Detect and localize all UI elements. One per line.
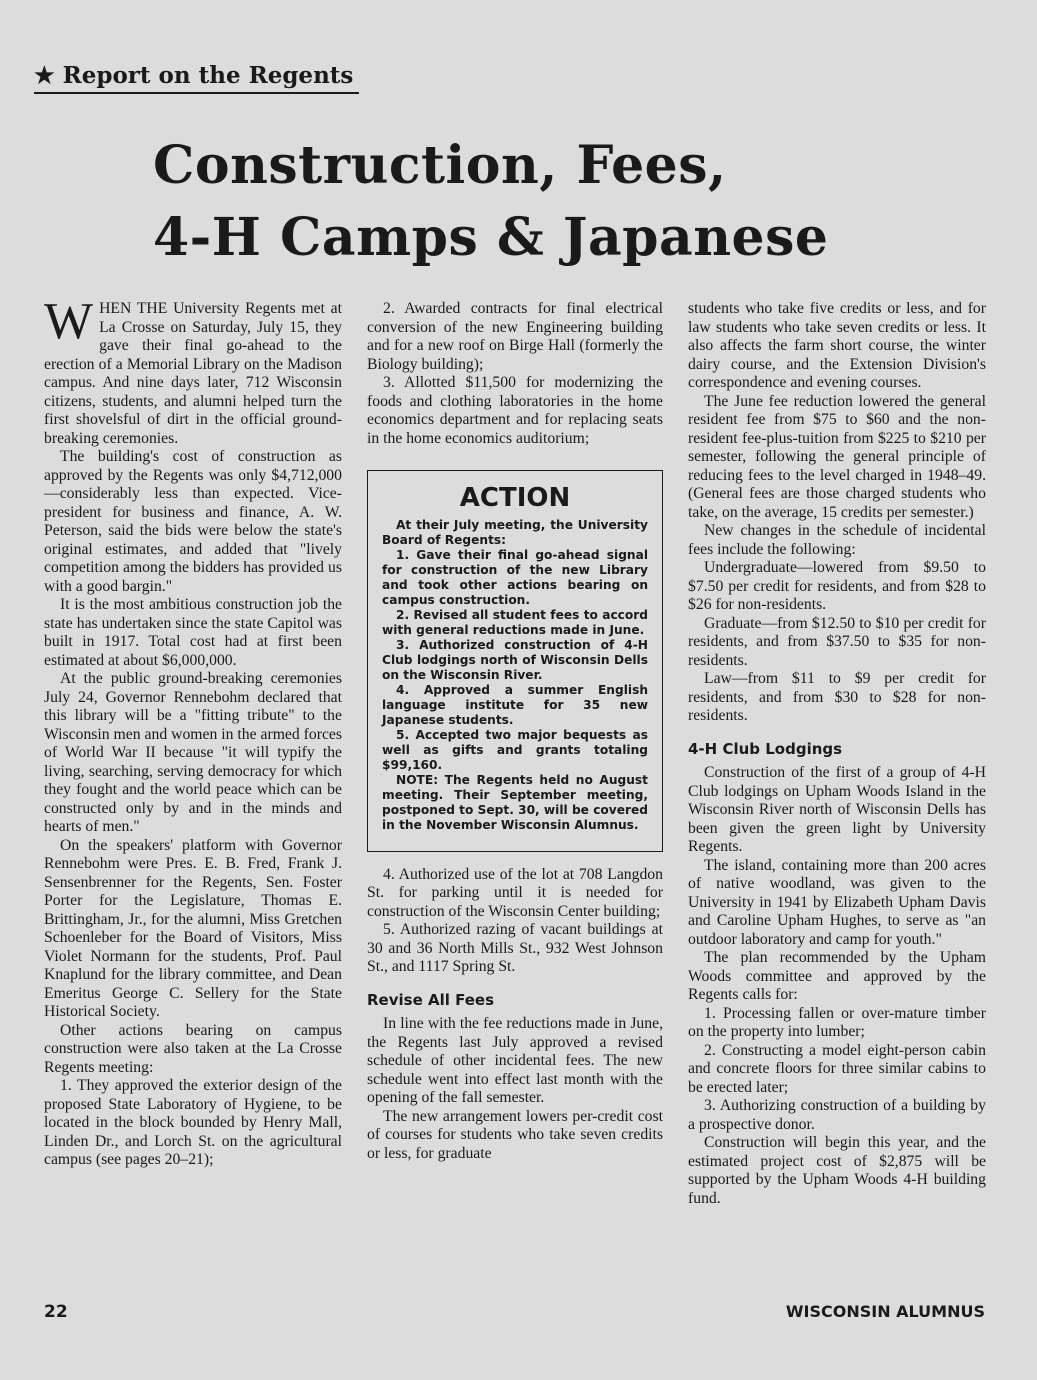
action-item: 4. Approved a summer English language institute for 35 new Japanese students. <box>382 682 648 727</box>
publication-title: WISCONSIN ALUMNUS <box>785 1302 985 1321</box>
paragraph: Construction will begin this year, and the estimated project cost of $2,875 will be supported by the Upham Woods 4-H building fund. <box>688 1134 986 1207</box>
paragraph: 5. Authorized razing of vacant buildings at 30 and 36 North Mills St., 932 West Johnson St., and 1117 Spring St. <box>367 921 663 975</box>
column-3 <box>688 300 986 1208</box>
action-item: 1. Gave their final go-ahead signal for construction of the new Library and took other actions bearing on campus construction. <box>382 547 648 607</box>
paragraph: 1. They approved the exterior design of the proposed State Laboratory of Hygiene, to be located in the block bounded by Henry Mall, Linden Dr., and Lorch St. on the agricultural campus (see pages 20–21); <box>44 1077 342 1168</box>
paragraph: It is the most ambitious construction job the state has undertaken since the state Capitol was built in 1917. Total cost had at first been estimated at about $6,000,000. <box>44 596 342 669</box>
paragraph: students who take five credits or less, and for law students who take seven credits or less. It also affects the farm short course, the winter dairy course, and the Extension Division's correspondence and evening courses. <box>688 300 986 391</box>
paragraph: On the speakers' platform with Governor Rennebohm were Pres. E. B. Fred, Frank J. Sensenbrenner for the Regents, Sen. Foster Porter for the Legislature, Thomas E. Brittingham, Jr., for the alumni, Miss Gretchen Schoenleber for the Board of Visitors, Miss Violet Normann for the students, Prof. Paul Knaplund for the library committee, and Dean Emeritus George C. Sellery for the State Historical Society. <box>44 836 342 1020</box>
drop-cap: W <box>44 293 94 350</box>
column-2 <box>367 300 663 1163</box>
paragraph: Construction of the first of a group of 4-H Club lodgings on Upham Woods Island in the Wisconsin River north of Wisconsin Dells has been given the green light by University Regents. <box>688 764 986 855</box>
paragraph: In line with the fee reductions made in June, the Regents last July approved a revised schedule of other incidental fees. The new schedule went into effect last month with the opening of the fall semester. <box>367 1015 663 1106</box>
star-icon: ★ <box>34 62 55 89</box>
subhead-fees: Revise All Fees <box>367 990 494 1009</box>
section-kicker <box>34 62 359 94</box>
action-item: 3. Authorized construction of 4-H Club lodgings north of Wisconsin Dells on the Wisconsin River. <box>382 637 648 682</box>
action-item: 2. Revised all student fees to accord with general reductions made in June. <box>382 607 648 637</box>
headline-line-1: Construction, Fees, <box>153 135 727 196</box>
paragraph: At the public ground-breaking ceremonies July 24, Governor Rennebohm declared that this library will be a "fitting tribute" to the Wisconsin men and women in the armed forces of World War II because "it will typify the living, searching, serving democracy for which they fought and the world peace which can be constructed only by and in the minds and hearts of men." <box>44 670 342 835</box>
paragraph: 2. Constructing a model eight-person cabin and concrete floors for three similar cabins to be erected later; <box>688 1041 986 1096</box>
paragraph: WHEN THE University Regents met at La Crosse on Saturday, July 15, they gave their final go-ahead to the erection of a Memorial Library on the Madison campus. And nine days later, 712 Wisconsin citizens, students, and alumni helped turn the first shovelsful of dirt in the official ground-breaking ceremonies. <box>44 293 342 447</box>
page-number: 22 <box>44 1302 68 1322</box>
paragraph: New changes in the schedule of incidental fees include the following: <box>688 522 986 558</box>
paragraph: The plan recommended by the Upham Woods committee and approved by the Regents calls for: <box>688 949 986 1003</box>
action-intro: At their July meeting, the University Board of Regents: <box>382 517 648 547</box>
paragraph: 3. Authorizing construction of a building by a prospective donor. <box>688 1097 986 1133</box>
paragraph: The new arrangement lowers per-credit cost of courses for students who take seven credits or less, for graduate <box>367 1107 663 1162</box>
action-title: ACTION <box>459 483 571 513</box>
subhead-4h: 4-H Club Lodgings <box>688 739 843 758</box>
paragraph: Graduate—from $12.50 to $10 per credit for residents, and from $37.50 to $35 for non-residents. <box>688 614 986 669</box>
action-sidebar-box <box>367 470 663 852</box>
paragraph: 4. Authorized use of the lot at 708 Langdon St. for parking until it is needed for construction of the Wisconsin Center building; <box>367 865 663 920</box>
paragraph: The building's cost of construction as approved by the Regents was only $4,712,000—considerably less than expected. Vice-president for business and finance, A. W. Peterson, said the bids were below the state's original estimates, and added that "lively competition among the bidders has provided us with a good bargin." <box>44 448 342 595</box>
column-1 <box>44 293 342 1170</box>
paragraph: Law—from $11 to $9 per credit for residents, and from $30 to $28 for non-residents. <box>688 670 986 724</box>
action-item: 5. Accepted two major bequests as well as gifts and grants totaling $99,160. <box>382 727 648 772</box>
article-headline <box>153 130 973 274</box>
paragraph: 2. Awarded contracts for final electrical conversion of the new Engineering building and for a new roof on Birge Hall (formerly the Biology building); <box>367 300 663 373</box>
paragraph: 1. Processing fallen or over-mature timber on the property into lumber; <box>688 1004 986 1040</box>
paragraph: Undergraduate—lowered from $9.50 to $7.50 per credit for residents, and from $28 to $26 for non-residents. <box>688 559 986 613</box>
paragraph: 3. Allotted $11,500 for modernizing the foods and clothing laboratories in the home economics department and for replacing seats in the home economics auditorium; <box>367 374 663 447</box>
headline-line-2: 4-H Camps & Japanese <box>153 207 829 268</box>
paragraph: Other actions bearing on campus construction were also taken at the La Crosse Regents meeting: <box>44 1021 342 1076</box>
action-note: NOTE: The Regents held no August meeting. Their September meeting, postponed to Sept. 30, will be covered in the November Wisconsin Alumnus. <box>382 772 649 832</box>
paragraph: The island, containing more than 200 acres of native woodland, was given to the University in 1941 by Elizabeth Upham Davis and Caroline Upham Hughes, to serve as "an outdoor laboratory and camp for youth." <box>688 856 986 948</box>
paragraph: The June fee reduction lowered the general resident fee from $75 to $60 and the non-resident fee-plus-tuition from $225 to $210 per semester, following the general principle of reducing fees to the level charged in 1948–49. (General fees are those charged students who take, on the average, 15 credits per semester.) <box>688 392 986 521</box>
kicker-text: Report on the Regents <box>62 62 354 89</box>
